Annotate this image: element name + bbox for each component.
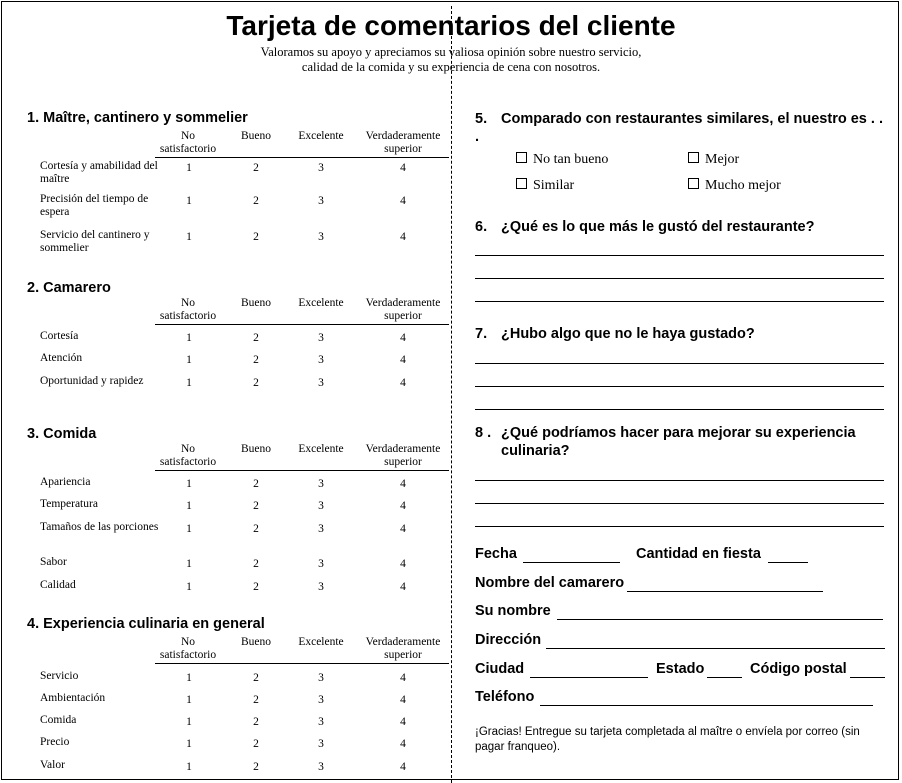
- rating-row-label: Valor: [40, 759, 65, 771]
- section-title: 3. Comida: [27, 426, 97, 442]
- rating-row-label: Precisión del tiempo de espera: [40, 193, 149, 218]
- estado-field[interactable]: [707, 677, 742, 678]
- rating-option-4[interactable]: 4: [400, 478, 406, 490]
- question-7: 7. ¿Hubo algo que no le haya gustado?: [475, 326, 755, 342]
- codigo-label: Código postal: [750, 661, 847, 677]
- ciudad-field[interactable]: [530, 677, 648, 678]
- answer-line[interactable]: [475, 480, 884, 481]
- rating-option-4[interactable]: 4: [400, 195, 406, 207]
- rating-option-4[interactable]: 4: [400, 738, 406, 750]
- col-header-line: No: [180, 443, 196, 455]
- rating-row-label: Cortesía: [40, 330, 79, 342]
- rating-option-2[interactable]: 2: [253, 523, 259, 535]
- question-6: 6. ¿Qué es lo que más le gustó del restaurante?: [475, 219, 815, 235]
- checkbox-icon[interactable]: [688, 178, 699, 189]
- rating-option-3[interactable]: 3: [318, 738, 324, 750]
- rating-option-3[interactable]: 3: [318, 231, 324, 243]
- rating-option-4[interactable]: 4: [400, 162, 406, 174]
- rating-option-4[interactable]: 4: [400, 377, 406, 389]
- fecha-field[interactable]: [523, 562, 620, 563]
- col-header-line: No: [180, 636, 196, 648]
- question-6-text: ¿Qué es lo que más le gustó del restaurante?: [501, 219, 815, 235]
- rating-row-label: Servicio: [40, 670, 79, 682]
- fold-divider: [451, 6, 452, 783]
- col-header-line: satisfactorio: [159, 456, 217, 468]
- rating-option-1[interactable]: 1: [186, 195, 192, 207]
- header-rule: [155, 157, 449, 158]
- rating-option-2[interactable]: 2: [253, 500, 259, 512]
- col-header-line: satisfactorio: [159, 649, 217, 661]
- rating-option-3[interactable]: 3: [318, 694, 324, 706]
- rating-row-label: Cortesía y amabilidad del maître: [40, 160, 158, 185]
- telefono-field[interactable]: [540, 705, 873, 706]
- question-5-text: Comparado con restaurantes similares, el nuestro es . . .: [475, 111, 883, 145]
- col-header-line: satisfactorio: [159, 143, 217, 155]
- col-header-no-satisfactorio: [155, 130, 221, 156]
- rating-row-label: Ambientación: [40, 692, 106, 704]
- rating-option-2[interactable]: 2: [253, 162, 259, 174]
- rating-row-label: Oportunidad y rapidez: [40, 375, 144, 387]
- rating-option-1[interactable]: 1: [186, 523, 192, 535]
- rating-option-3[interactable]: 3: [318, 581, 324, 593]
- rating-option-3[interactable]: 3: [318, 332, 324, 344]
- option-no-tan-bueno[interactable]: No tan bueno: [516, 152, 608, 168]
- col-header-bueno: Bueno: [240, 443, 272, 455]
- rating-option-1[interactable]: 1: [186, 377, 192, 389]
- col-header-excelente: Excelente: [298, 130, 344, 142]
- col-header-line: Verdaderamente: [365, 297, 441, 309]
- subtitle-line-2: calidad de la comida y su experiencia de cena con nosotros.: [301, 60, 601, 74]
- col-header-excelente: Excelente: [298, 443, 344, 455]
- option-mejor[interactable]: Mejor: [688, 152, 739, 168]
- rating-option-1[interactable]: 1: [186, 162, 192, 174]
- rating-option-4[interactable]: 4: [400, 354, 406, 366]
- col-header-line: superior: [384, 143, 422, 155]
- rating-option-3[interactable]: 3: [318, 354, 324, 366]
- question-8: 8 . ¿Qué podríamos hacer para mejorar su experiencia culinaria?: [475, 424, 875, 460]
- rating-option-1[interactable]: 1: [186, 694, 192, 706]
- col-header-line: superior: [384, 456, 422, 468]
- card-title: Tarjeta de comentarios del cliente: [226, 10, 676, 41]
- rating-option-1[interactable]: 1: [186, 231, 192, 243]
- rating-row-label: Apariencia: [40, 476, 91, 488]
- col-header-verdaderamente-superior: [358, 297, 448, 323]
- rating-option-1[interactable]: 1: [186, 672, 192, 684]
- rating-option-1[interactable]: 1: [186, 738, 192, 750]
- col-header-verdaderamente-superior: [358, 130, 448, 156]
- rating-option-4[interactable]: 4: [400, 500, 406, 512]
- option-mucho-mejor[interactable]: Mucho mejor: [688, 178, 781, 194]
- rating-option-3[interactable]: 3: [318, 500, 324, 512]
- col-header-line: No: [180, 297, 196, 309]
- rating-row-label: Calidad: [40, 579, 76, 591]
- rating-option-3[interactable]: 3: [318, 672, 324, 684]
- rating-option-4[interactable]: 4: [400, 694, 406, 706]
- camarero-label: Nombre del camarero: [475, 575, 625, 591]
- fecha-label: Fecha: [475, 546, 517, 562]
- section-title: 2. Camarero: [27, 280, 111, 296]
- rating-option-1[interactable]: 1: [186, 558, 192, 570]
- rating-option-2[interactable]: 2: [253, 332, 259, 344]
- col-header-excelente: Excelente: [298, 636, 344, 648]
- rating-option-3[interactable]: 3: [318, 195, 324, 207]
- telefono-label: Teléfono: [475, 689, 535, 705]
- rating-option-2[interactable]: 2: [253, 716, 259, 728]
- rating-option-2[interactable]: 2: [253, 558, 259, 570]
- col-header-no-satisfactorio: [155, 443, 221, 469]
- answer-line[interactable]: [475, 363, 884, 364]
- rating-option-2[interactable]: 2: [253, 761, 259, 773]
- section-title: 1. Maître, cantinero y sommelier: [27, 110, 248, 126]
- direccion-label: Dirección: [475, 632, 542, 648]
- col-header-bueno: Bueno: [240, 130, 272, 142]
- question-5: 5. Comparado con restaurantes similares, el nuestro es . . .: [475, 111, 883, 145]
- rating-row-label: Atención: [40, 352, 83, 364]
- cantidad-label: Cantidad en fiesta: [636, 546, 761, 562]
- rating-option-1[interactable]: 1: [186, 761, 192, 773]
- rating-option-4[interactable]: 4: [400, 581, 406, 593]
- col-header-line: Verdaderamente: [365, 443, 441, 455]
- answer-line[interactable]: [475, 526, 884, 527]
- col-header-verdaderamente-superior: [358, 443, 448, 469]
- rating-option-1[interactable]: 1: [186, 581, 192, 593]
- section-title: 4. Experiencia culinaria en general: [27, 616, 265, 632]
- nombre-label: Su nombre: [475, 603, 551, 619]
- col-header-no-satisfactorio: [155, 297, 221, 323]
- col-header-line: superior: [384, 649, 422, 661]
- option-similar[interactable]: Similar: [516, 178, 574, 194]
- nombre-field[interactable]: [557, 619, 883, 620]
- rating-option-4[interactable]: 4: [400, 761, 406, 773]
- rating-option-4[interactable]: 4: [400, 231, 406, 243]
- answer-line[interactable]: [475, 255, 884, 256]
- col-header-excelente: Excelente: [298, 297, 344, 309]
- rating-option-4[interactable]: 4: [400, 523, 406, 535]
- answer-line[interactable]: [475, 503, 884, 504]
- rating-row-label: Tamaños de las porciones: [40, 521, 159, 533]
- ciudad-label: Ciudad: [475, 661, 525, 677]
- rating-option-4[interactable]: 4: [400, 558, 406, 570]
- codigo-field[interactable]: [850, 677, 885, 678]
- rating-option-1[interactable]: 1: [186, 716, 192, 728]
- question-8-text: ¿Qué podríamos hacer para mejorar su experiencia culinaria?: [501, 425, 856, 459]
- rating-option-4[interactable]: 4: [400, 672, 406, 684]
- rating-option-3[interactable]: 3: [318, 716, 324, 728]
- checkbox-icon[interactable]: [688, 152, 699, 163]
- rating-row-label: Sabor: [40, 556, 67, 568]
- rating-row-label: Comida: [40, 714, 77, 726]
- col-header-line: Verdaderamente: [365, 636, 441, 648]
- rating-option-4[interactable]: 4: [400, 332, 406, 344]
- thanks-note: ¡Gracias! Entregue su tarjeta completada al maître o envíela por correo (sin pagar franqueo).: [475, 726, 860, 753]
- rating-option-3[interactable]: 3: [318, 162, 324, 174]
- subtitle-line-1: Valoramos su apoyo y apreciamos su valiosa opinión sobre nuestro servicio,: [260, 45, 642, 59]
- answer-line[interactable]: [475, 386, 884, 387]
- col-header-bueno: Bueno: [240, 297, 272, 309]
- checkbox-icon[interactable]: [516, 152, 527, 163]
- col-header-line: superior: [384, 310, 422, 322]
- rating-option-3[interactable]: 3: [318, 478, 324, 490]
- answer-line[interactable]: [475, 301, 884, 302]
- answer-line[interactable]: [475, 278, 884, 279]
- rating-option-1[interactable]: 1: [186, 478, 192, 490]
- rating-option-2[interactable]: 2: [253, 581, 259, 593]
- rating-row-label: Temperatura: [40, 498, 98, 510]
- rating-option-3[interactable]: 3: [318, 377, 324, 389]
- header-rule: [155, 663, 449, 664]
- answer-line[interactable]: [475, 409, 884, 410]
- rating-option-2[interactable]: 2: [253, 231, 259, 243]
- rating-option-4[interactable]: 4: [400, 716, 406, 728]
- rating-option-3[interactable]: 3: [318, 523, 324, 535]
- checkbox-icon[interactable]: [516, 178, 527, 189]
- direccion-field[interactable]: [546, 648, 885, 649]
- rating-option-2[interactable]: 2: [253, 694, 259, 706]
- rating-option-2[interactable]: 2: [253, 354, 259, 366]
- rating-option-2[interactable]: 2: [253, 195, 259, 207]
- rating-option-1[interactable]: 1: [186, 500, 192, 512]
- rating-row-label: Servicio del cantinero y sommelier: [40, 229, 150, 254]
- header-rule: [155, 470, 449, 471]
- rating-option-3[interactable]: 3: [318, 558, 324, 570]
- header-rule: [155, 324, 449, 325]
- col-header-verdaderamente-superior: [358, 636, 448, 662]
- col-header-bueno: Bueno: [240, 636, 272, 648]
- rating-option-1[interactable]: 1: [186, 332, 192, 344]
- rating-option-1[interactable]: 1: [186, 354, 192, 366]
- rating-option-2[interactable]: 2: [253, 377, 259, 389]
- col-header-line: No: [180, 130, 196, 142]
- rating-option-2[interactable]: 2: [253, 738, 259, 750]
- col-header-line: Verdaderamente: [365, 130, 441, 142]
- col-header-line: satisfactorio: [159, 310, 217, 322]
- col-header-no-satisfactorio: [155, 636, 221, 662]
- question-7-text: ¿Hubo algo que no le haya gustado?: [501, 326, 755, 342]
- rating-row-label: Precio: [40, 736, 70, 748]
- rating-option-2[interactable]: 2: [253, 672, 259, 684]
- estado-label: Estado: [656, 661, 705, 677]
- rating-option-2[interactable]: 2: [253, 478, 259, 490]
- cantidad-field[interactable]: [768, 562, 808, 563]
- rating-option-3[interactable]: 3: [318, 761, 324, 773]
- camarero-field[interactable]: [627, 591, 823, 592]
